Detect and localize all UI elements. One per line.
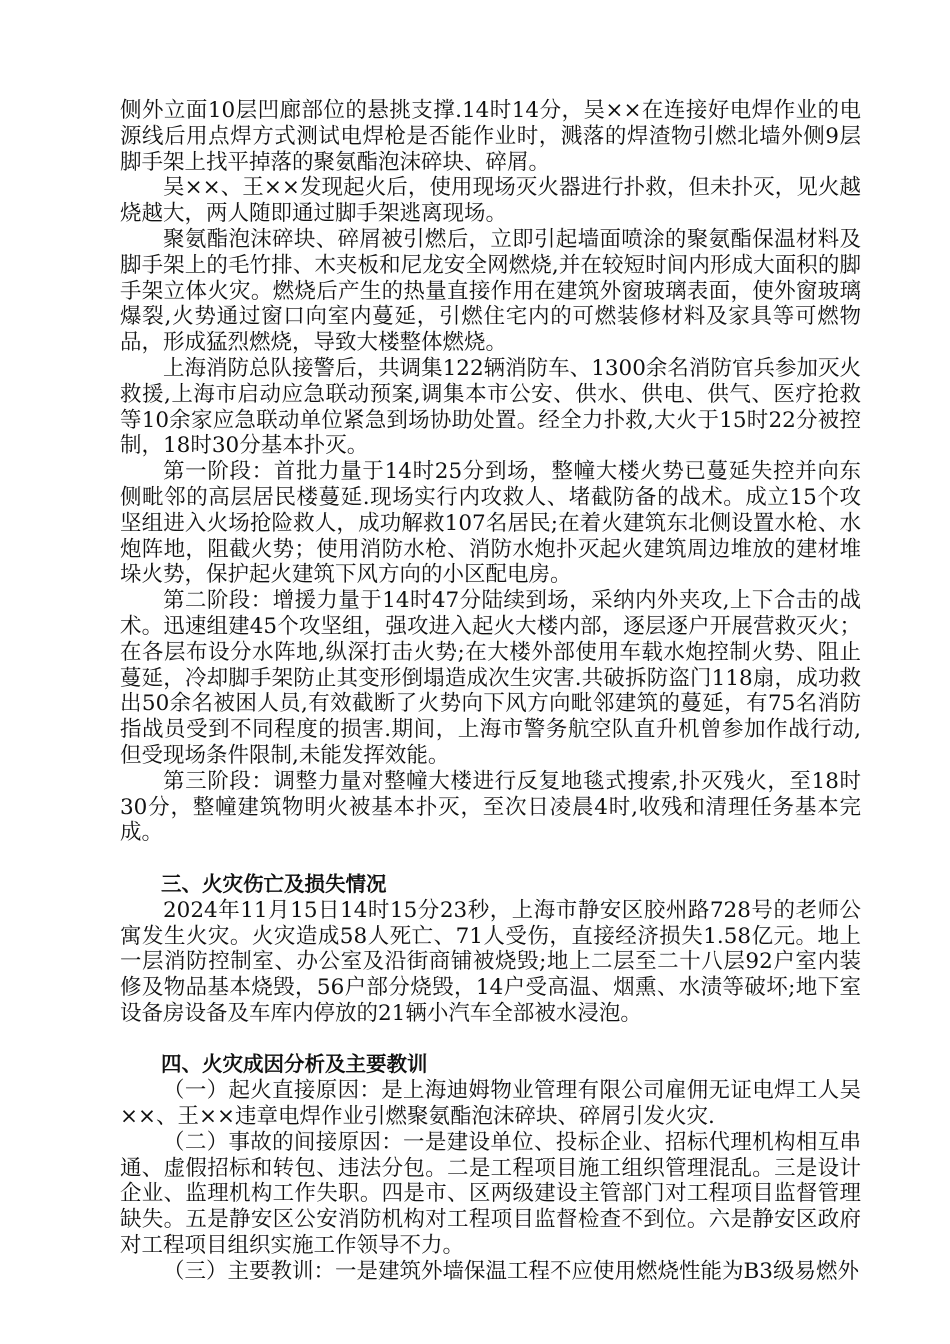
- paragraph-fire-origin: 侧外立面10层凹廊部位的悬挑支撑.14时14分，吴××在连接好电焊作业的电源线后用点焊方式测试电焊枪是否能作业时，溅落的焊渣物引燃北墙外侧9层脚手架上找平掉落的聚氨酯泡沫碎块、碎屑。: [120, 98, 861, 175]
- paragraph-stage-three: 第三阶段：调整力量对整幢大楼进行反复地毯式搜索,扑灭残火，至18时30分，整幢建筑物明火被基本扑灭，至次日凌晨4时,收残和清理任务基本完成。: [120, 768, 861, 846]
- section-heading-causes: 四、火灾成因分析及主要教训: [161, 1052, 428, 1077]
- paragraph-stage-one: 第一阶段：首批力量于14时25分到场，整幢大楼火势已蔓延失控并向东侧毗邻的高层居民楼蔓延.现场实行内攻救人、堵截防备的战术。成立15个攻坚组进入火场抢险救人，成功解救107名居民;在着火建筑东北侧设置水枪、水炮阵地，阻截火势；使用消防水枪、消防水炮扑灭起火建筑周边堆放的建材堆垛火势，保护起火建筑下风方向的小区配电房。: [120, 459, 861, 588]
- paragraph-fire-spread: 聚氨酯泡沫碎块、碎屑被引燃后，立即引起墙面喷涂的聚氨酯保温材料及脚手架上的毛竹排、木夹板和尼龙安全网燃烧,并在较短时间内形成大面积的脚手架立体火灾。燃烧后产生的热量直接作用在建筑外窗玻璃表面，使外窗玻璃爆裂,火势通过窗口向室内蔓延，引燃住宅内的可燃装修材料及家具等可燃物品，形成猛烈燃烧，导致大楼整体燃烧。: [120, 226, 861, 356]
- section-heading-casualties: 三、火灾伤亡及损失情况: [161, 871, 387, 896]
- paragraph-firefighting-response: 上海消防总队接警后，共调集122辆消防车、1300余名消防官兵参加灭火救援,上海市启动应急联动预案,调集本市公安、供水、供电、供气、医疗抢救等10余家应急联动单位紧急到场协助处置。经全力扑救,大火于15时22分被控制，18时30分基本扑灭。: [120, 355, 861, 459]
- paragraph-stage-two: 第二阶段：增援力量于14时47分陆续到场，采纳内外夹攻,上下合击的战术。迅速组建45个攻坚组，强攻进入起火大楼内部，逐层逐户开展营救灭火；在各层布设分水阵地,纵深打击火势;在大楼外部使用车载水炮控制火势、阻止蔓延，冷却脚手架防止其变形倒塌造成次生灾害.共破拆防盗门118扇，成功救出50余名被困人员,有效截断了火势向下风方向毗邻建筑的蔓延，有75名消防指战员受到不同程度的损害.期间，上海市警务航空队直升机曾参加作战行动,但受现场条件限制,未能发挥效能。: [120, 588, 861, 768]
- paragraph-main-lessons: （三）主要教训：一是建筑外墙保温工程不应使用燃烧性能为B3级易燃外: [163, 1258, 859, 1284]
- paragraph-indirect-causes: （二）事故的间接原因：一是建设单位、投标企业、招标代理机构相互串通、虚假招标和转包、违法分包。二是工程项目施工组织管理混乱。三是设计企业、监理机构工作失职。四是市、区两级建设主管部门对工程项目监督管理缺失。五是静安区公安消防机构对工程项目监督检查不到位。六是静安区政府对工程项目组织实施工作领导不力。: [120, 1129, 861, 1259]
- paragraph-escape: 吴××、王××发现起火后，使用现场灭火器进行扑救，但未扑灭，见火越烧越大，两人随即通过脚手架逃离现场。: [120, 175, 861, 227]
- document-page: [120, 98, 861, 1285]
- paragraph-direct-cause: （一）起火直接原因：是上海迪姆物业管理有限公司雇佣无证电焊工人吴××、王××违章电焊作业引燃聚氨酯泡沫碎块、碎屑引发火灾.: [120, 1078, 861, 1130]
- paragraph-casualties-losses: 2024年11月15日14时15分23秒，上海市静安区胶州路728号的老师公寓发生火灾。火灾造成58人死亡、71人受伤，直接经济损失1.58亿元。地上一层消防控制室、办公室及沿街商铺被烧毁;地上二层至二十八层92户室内装修及物品基本烧毁，56户部分烧毁，14户受高温、烟熏、水渍等破坏;地下室设备房设备及车库内停放的21辆小汽车全部被水浸泡。: [120, 897, 861, 1026]
